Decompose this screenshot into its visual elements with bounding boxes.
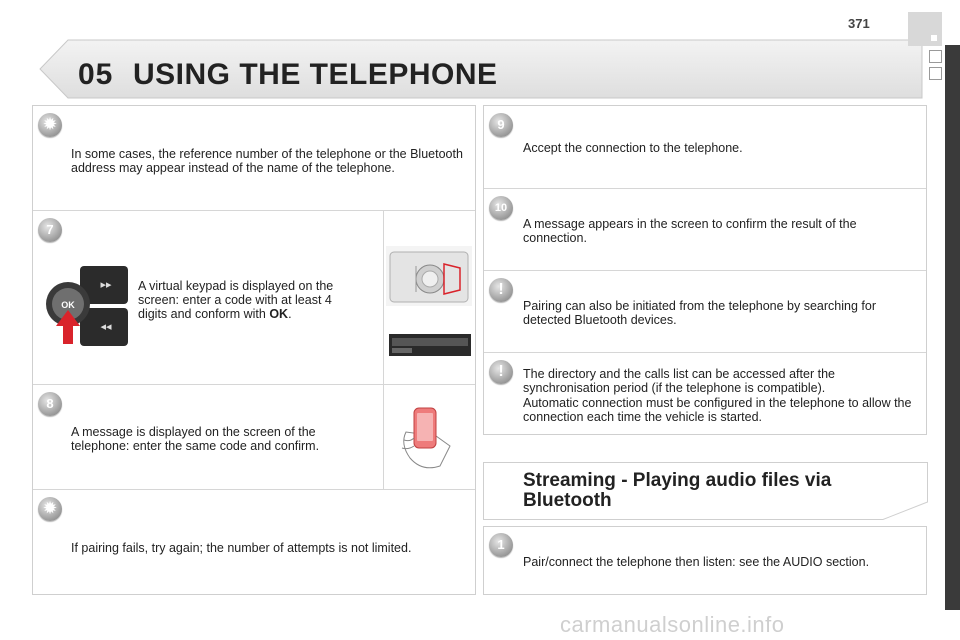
- corner-mark: [931, 35, 937, 41]
- step-text: A message appears in the screen to confirm the result of the connection.: [523, 217, 857, 245]
- tip-text: If pairing fails, try again; the number of attempts is not limited.: [71, 541, 412, 555]
- step-number-icon: 9: [489, 113, 513, 137]
- nav-box-icon[interactable]: [929, 50, 942, 63]
- step-text: A virtual keypad is displayed on the screen: enter a code with at least 4 digits and conform with OK.: [138, 279, 334, 321]
- divider: [33, 384, 475, 385]
- note-text: The directory and the calls list can be accessed after the synchronisation period (if the telephone is compatible).: [523, 367, 835, 395]
- step-text: Accept the connection to the telephone.: [523, 141, 743, 155]
- divider: [484, 352, 926, 353]
- divider: [33, 210, 475, 211]
- step-number-icon: 1: [489, 533, 513, 557]
- bulb-icon: ✹: [38, 113, 62, 137]
- divider: [383, 211, 384, 489]
- section-title: Streaming - Playing audio files via Bluetooth: [523, 470, 832, 511]
- step-number-icon: 8: [38, 392, 62, 416]
- note-text: Pairing can also be initiated from the telephone by searching for detected Bluetooth devices.: [523, 299, 876, 327]
- divider: [484, 188, 926, 189]
- ok-control-illustration: [44, 264, 130, 348]
- nav-box-icon[interactable]: [929, 67, 942, 80]
- svg-text:◂◂: ◂◂: [100, 320, 112, 333]
- watermark: carmanualsonline.info: [560, 612, 785, 637]
- exclamation-icon: !: [489, 278, 513, 302]
- chapter-number: 05: [78, 58, 114, 91]
- divider: [33, 489, 475, 490]
- console-illustration: [386, 246, 472, 306]
- svg-text:OK: OK: [61, 300, 75, 310]
- step-text: A message is displayed on the screen of the telephone: enter the same code and confirm.: [71, 425, 320, 453]
- divider: [484, 270, 926, 271]
- screen-illustration: [389, 334, 471, 356]
- bulb-icon: ✹: [38, 497, 62, 521]
- phone-in-hand-illustration: [396, 402, 462, 474]
- step-text: Pair/connect the telephone then listen: see the AUDIO section.: [523, 555, 870, 569]
- tip-text: In some cases, the reference number of the telephone or the Bluetooth address may appear instead of the name of the telephone.: [71, 147, 463, 175]
- step-number-icon: 7: [38, 218, 62, 242]
- page-number: 371: [848, 16, 870, 31]
- step-number-icon: 10: [489, 196, 513, 220]
- note-text: Automatic connection must be configured in the telephone to allow the connection each time the vehicle is started.: [523, 396, 912, 424]
- chapter-side-bar: [945, 45, 960, 610]
- svg-text:▸▸: ▸▸: [100, 278, 112, 291]
- chapter-title: USING THE TELEPHONE: [133, 58, 498, 91]
- exclamation-icon: !: [489, 360, 513, 384]
